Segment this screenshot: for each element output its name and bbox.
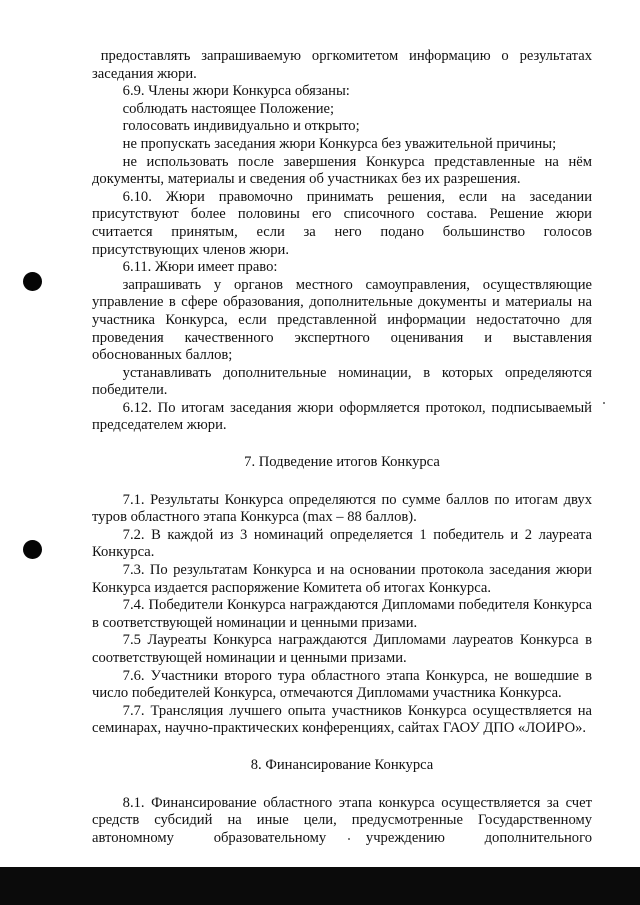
paragraph-7-6: 7.6. Участники второго тура областного этапа Конкурса, не вошедшие в число победителей Конкурса, отмечаются Дипломами участника Конкурса. [92, 667, 592, 702]
paragraph-6-11-heading: 6.11. Жюри имеет право: [122, 259, 278, 276]
section-8-title: 8. Финансирование Конкурса [250, 756, 434, 773]
paragraph-7-7: 7.7. Трансляция лучшего опыта участников Конкурса осуществляется на семинарах, научно-практических конференциях, сайтах ГАОУ ДПО «ЛОИРО». [92, 702, 592, 737]
paragraph-6-9-heading: 6.9. Члены жюри Конкурса обязаны: [122, 83, 350, 100]
paragraph-7-5: 7.5 Лауреаты Конкурса награждаются Дипломами лауреатов Конкурса в соответствующей номинации и ценными призами. [92, 632, 592, 666]
paragraph-7-2: 7.2. В каждой из 3 номинаций определяется 1 победитель и 2 лауреата Конкурса. [92, 526, 592, 561]
scan-speck [603, 402, 605, 404]
paragraph-7-1: 7.1. Результаты Конкурса определяются по сумме баллов по итогам двух туров областного этапа Конкурса (max – 88 баллов). [92, 491, 592, 526]
paragraph-6-9-b: голосовать индивидуально и открыто; [122, 118, 360, 135]
paragraph-7-3: 7.3. По результатам Конкурса и на основании протокола заседания жюри Конкурса издается распоряжение Комитета об итогах Конкурса. [92, 562, 592, 596]
paragraph-7-4: 7.4. Победители Конкурса награждаются Дипломами победителя Конкурса в соответствующей номинации и ценными призами. [92, 597, 592, 631]
paragraph-6-8-cont: предоставлять запрашиваемую оргкомитетом информацию о результатах заседания жюри. [92, 48, 592, 82]
paragraph-6-9-d: не использовать после завершения Конкурса представленные на нём документы, материалы и сведения об участниках без их разрешения. [92, 153, 592, 188]
punch-hole-lower [23, 540, 42, 559]
paragraph-6-10: 6.10. Жюри правомочно принимать решения, если на заседании присутствуют более половины его списочного состава. Решение жюри считается принятым, если за него подано большинство голосов присутствующих членов жюри. [92, 188, 592, 258]
scan-bottom-edge [0, 867, 640, 905]
paragraph-6-9-a: соблюдать настоящее Положение; [122, 100, 335, 117]
paragraph-6-11-b: устанавливать дополнительные номинации, в которых определяются победители. [92, 364, 592, 399]
punch-hole-upper [23, 272, 42, 291]
section-7-title: 7. Подведение итогов Конкурса [244, 454, 440, 471]
paragraph-6-9-c: не пропускать заседания жюри Конкурса без уважительной причины; [122, 135, 557, 152]
document-body [92, 48, 592, 847]
paragraph-6-12: 6.12. По итогам заседания жюри оформляется протокол, подписываемый председателем жюри. [92, 399, 592, 434]
paragraph-6-11-a: запрашивать у органов местного самоуправления, осуществляющие управление в сфере образования, дополнительные документы и материалы на участника Конкурса, если представленной информации недостаточно для проведения качественного экспертного оценивания и выставления обоснованных баллов; [92, 276, 592, 364]
paragraph-8-1: 8.1. Финансирование областного этапа конкурса осуществляется за счет средств субсидий на иные цели, предусмотренные Государственному автономному образовательному учреждению дополнительного [92, 794, 592, 846]
